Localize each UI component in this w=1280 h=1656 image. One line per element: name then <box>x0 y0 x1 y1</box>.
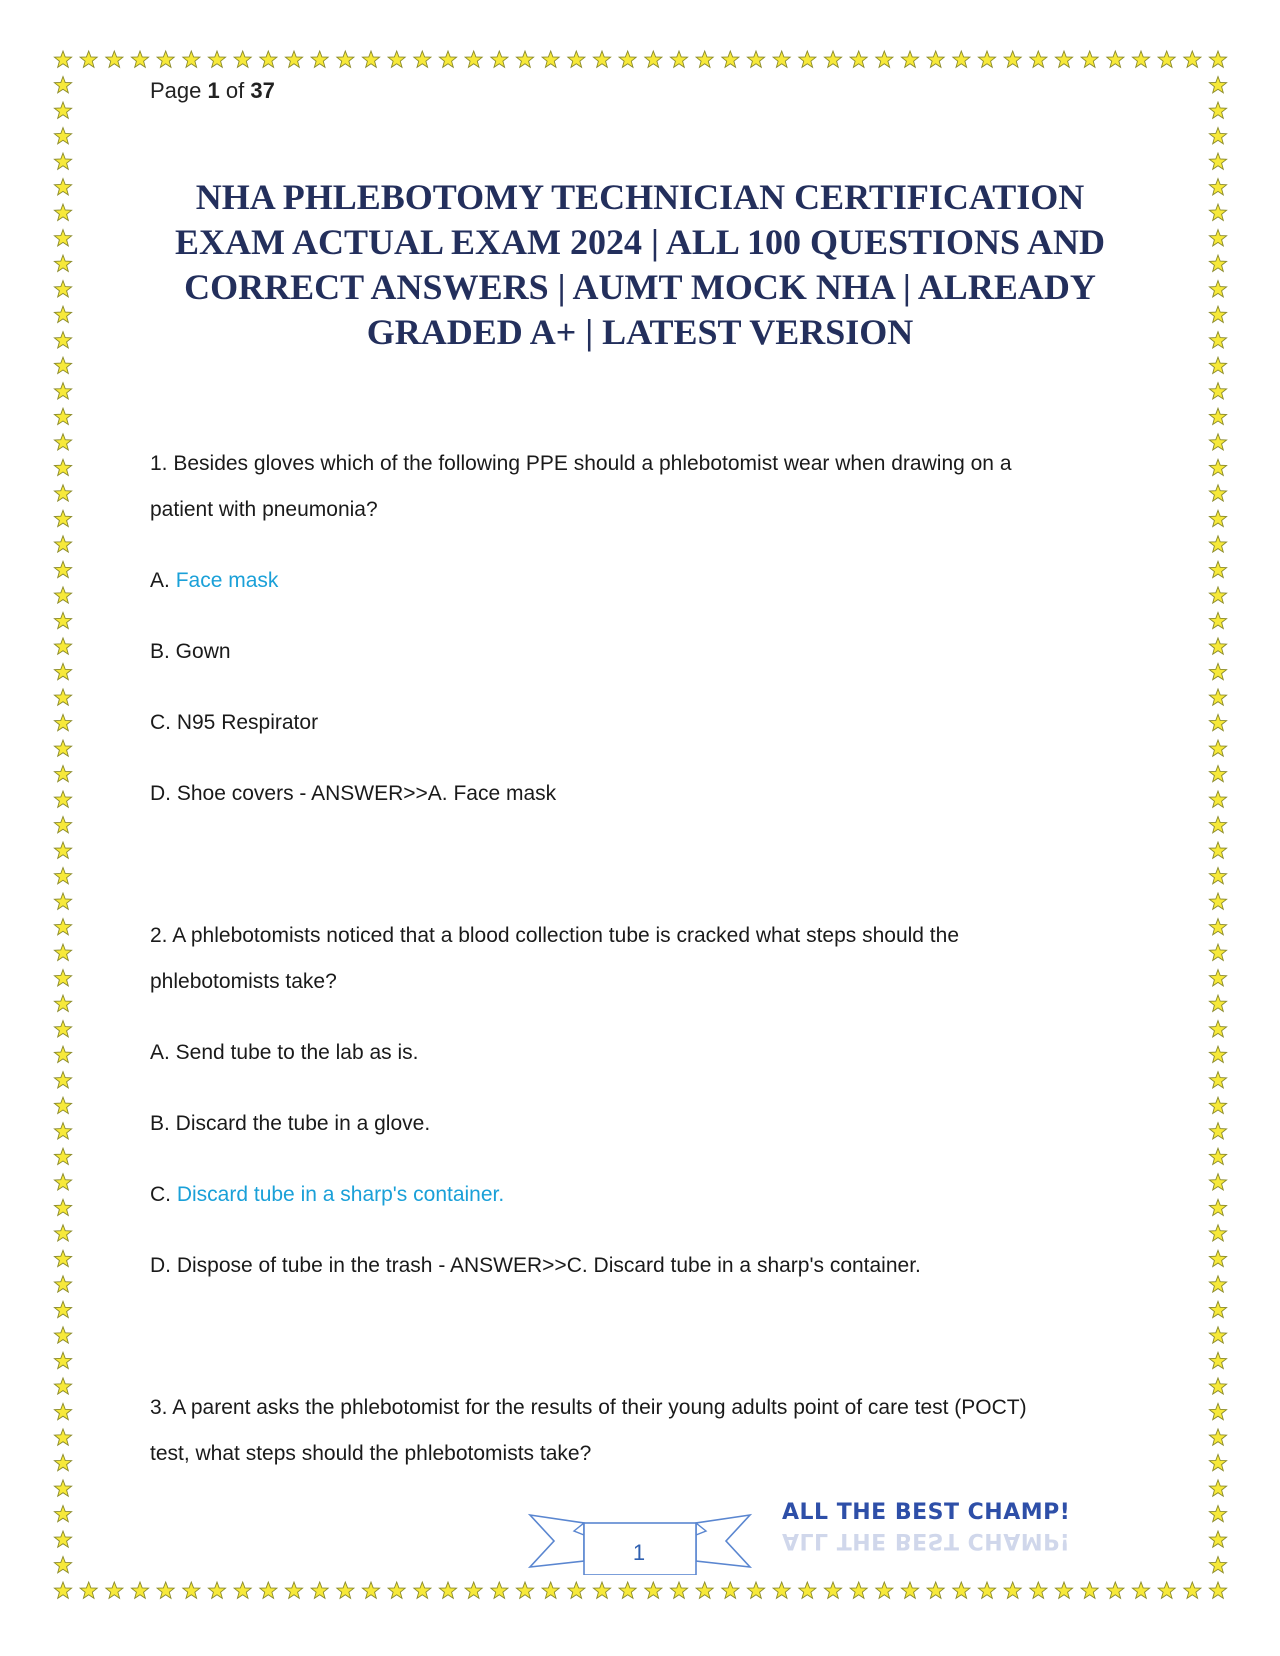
border-star-icon <box>54 868 71 884</box>
border-star-icon <box>824 51 841 67</box>
border-star-icon <box>1209 357 1226 373</box>
border-star-icon <box>54 179 71 195</box>
border-star-icon <box>901 51 918 67</box>
border-star-icon <box>54 587 71 603</box>
q1-option-a-prefix: A. <box>150 569 176 592</box>
border-star-icon <box>54 77 71 93</box>
border-star-icon <box>439 51 456 67</box>
border-star-icon <box>1209 51 1226 67</box>
border-star-icon <box>1209 1301 1226 1317</box>
q2-option-c-prefix: C. <box>150 1183 177 1206</box>
border-star-icon <box>1209 383 1226 399</box>
border-star-icon <box>670 51 687 67</box>
border-star-icon <box>799 51 816 67</box>
border-star-icon <box>106 51 123 67</box>
border-star-icon <box>568 1582 585 1598</box>
border-star-icon <box>465 1582 482 1598</box>
border-star-icon <box>465 51 482 67</box>
border-star-icon <box>1209 944 1226 960</box>
q2-option-a: A. Send tube to the lab as is. <box>150 1041 419 1064</box>
border-star-icon <box>1055 51 1072 67</box>
border-star-icon <box>260 51 277 67</box>
border-star-icon <box>54 230 71 246</box>
border-star-icon <box>1004 1582 1021 1598</box>
border-star-icon <box>1209 1582 1226 1598</box>
border-star-icon <box>260 1582 277 1598</box>
border-star-icon <box>54 434 71 450</box>
border-star-icon <box>208 1582 225 1598</box>
border-star-icon <box>54 1225 71 1241</box>
border-star-icon <box>927 1582 944 1598</box>
border-star-icon <box>54 255 71 271</box>
border-star-icon <box>54 1046 71 1062</box>
border-star-icon <box>54 842 71 858</box>
border-star-icon <box>953 51 970 67</box>
border-star-icon <box>619 51 636 67</box>
border-star-icon <box>54 612 71 628</box>
border-star-icon <box>876 51 893 67</box>
border-star-icon <box>54 1480 71 1496</box>
border-star-icon <box>696 51 713 67</box>
border-star-icon <box>54 459 71 475</box>
border-star-icon <box>696 1582 713 1598</box>
border-star-icon <box>1209 740 1226 756</box>
border-star-icon <box>722 51 739 67</box>
border-star-icon <box>54 893 71 909</box>
border-star-icon <box>234 51 251 67</box>
page-indicator <box>150 78 275 104</box>
border-star-icon <box>1209 1148 1226 1164</box>
border-star-icon <box>722 1582 739 1598</box>
border-star-icon <box>54 332 71 348</box>
border-star-icon <box>1209 332 1226 348</box>
border-star-icon <box>80 51 97 67</box>
border-star-icon <box>1209 536 1226 552</box>
border-star-icon <box>1209 179 1226 195</box>
border-star-icon <box>1209 1557 1226 1573</box>
page-of: of <box>225 78 245 103</box>
border-star-icon <box>54 740 71 756</box>
border-star-icon <box>54 204 71 220</box>
border-star-icon <box>54 970 71 986</box>
border-star-icon <box>1132 51 1149 67</box>
border-star-icon <box>54 919 71 935</box>
border-star-icon <box>1030 1582 1047 1598</box>
border-star-icon <box>645 1582 662 1598</box>
border-star-icon <box>54 1327 71 1343</box>
border-star-icon <box>1209 714 1226 730</box>
border-star-icon <box>1209 204 1226 220</box>
border-star-icon <box>54 638 71 654</box>
border-star-icon <box>1209 1480 1226 1496</box>
border-star-icon <box>157 1582 174 1598</box>
border-star-icon <box>1209 77 1226 93</box>
border-star-icon <box>516 1582 533 1598</box>
border-star-icon <box>1209 485 1226 501</box>
border-star-icon <box>54 281 71 297</box>
border-star-icon <box>1209 1021 1226 1037</box>
border-star-icon <box>54 536 71 552</box>
page-total: 37 <box>250 78 275 103</box>
border-star-icon <box>1209 1429 1226 1445</box>
slogan-reflection: ALL THE BEST CHAMP! <box>782 1528 1071 1553</box>
border-star-icon <box>747 51 764 67</box>
q1-question-line2: patient with pneumonia? <box>150 498 378 521</box>
border-star-icon <box>516 51 533 67</box>
q2-option-b: B. Discard the tube in a glove. <box>150 1112 431 1135</box>
border-star-icon <box>80 1582 97 1598</box>
border-star-icon <box>388 1582 405 1598</box>
border-star-icon <box>1209 459 1226 475</box>
border-star-icon <box>1209 1123 1226 1139</box>
border-star-icon <box>593 1582 610 1598</box>
border-star-icon <box>1004 51 1021 67</box>
border-star-icon <box>1209 408 1226 424</box>
border-star-icon <box>824 1582 841 1598</box>
border-star-icon <box>1081 1582 1098 1598</box>
border-star-icon <box>311 51 328 67</box>
border-star-icon <box>1030 51 1047 67</box>
slogan: ALL THE BEST CHAMP! <box>782 1500 1071 1525</box>
border-star-icon <box>439 1582 456 1598</box>
border-star-icon <box>54 1454 71 1470</box>
border-star-icon <box>850 1582 867 1598</box>
border-star-icon <box>54 1301 71 1317</box>
border-star-icon <box>1209 128 1226 144</box>
border-star-icon <box>1209 995 1226 1011</box>
border-star-icon <box>1184 51 1201 67</box>
border-star-icon <box>183 51 200 67</box>
border-star-icon <box>542 1582 559 1598</box>
border-star-icon <box>1209 1046 1226 1062</box>
page-prefix: Page <box>150 78 202 103</box>
border-star-icon <box>54 1378 71 1394</box>
border-star-icon <box>54 102 71 118</box>
border-star-icon <box>54 485 71 501</box>
footer-page-number: 1 <box>632 1540 646 1565</box>
border-star-icon <box>670 1582 687 1598</box>
border-star-icon <box>1055 1582 1072 1598</box>
q2-option-c-text: Discard tube in a sharp's container. <box>176 1183 505 1206</box>
border-star-icon <box>1209 1072 1226 1088</box>
border-star-icon <box>1209 1454 1226 1470</box>
border-star-icon <box>54 1557 71 1573</box>
border-star-icon <box>337 1582 354 1598</box>
border-star-icon <box>978 51 995 67</box>
border-star-icon <box>106 1582 123 1598</box>
border-star-icon <box>1081 51 1098 67</box>
border-star-icon <box>311 1582 328 1598</box>
border-star-icon <box>234 1582 251 1598</box>
border-star-icon <box>1209 766 1226 782</box>
border-star-icon <box>1209 1352 1226 1368</box>
border-star-icon <box>54 1582 71 1598</box>
border-star-icon <box>54 995 71 1011</box>
border-star-icon <box>131 1582 148 1598</box>
border-star-icon <box>1209 1276 1226 1292</box>
border-star-icon <box>1209 1199 1226 1215</box>
border-star-icon <box>1209 1250 1226 1266</box>
border-star-icon <box>1132 1582 1149 1598</box>
border-star-icon <box>1209 612 1226 628</box>
border-star-icon <box>978 1582 995 1598</box>
border-star-icon <box>799 1582 816 1598</box>
border-star-icon <box>568 51 585 67</box>
q2-option-c <box>150 1183 504 1207</box>
border-star-icon <box>1209 1531 1226 1547</box>
border-star-icon <box>54 128 71 144</box>
border-star-icon <box>54 383 71 399</box>
border-star-icon <box>54 766 71 782</box>
border-star-icon <box>54 1250 71 1266</box>
border-star-icon <box>1209 1174 1226 1190</box>
border-star-icon <box>54 153 71 169</box>
border-star-icon <box>54 714 71 730</box>
border-star-icon <box>54 1429 71 1445</box>
border-star-icon <box>54 408 71 424</box>
border-star-icon <box>1209 281 1226 297</box>
border-star-icon <box>1209 817 1226 833</box>
border-star-icon <box>54 1276 71 1292</box>
border-star-icon <box>54 1072 71 1088</box>
border-star-icon <box>1209 842 1226 858</box>
border-star-icon <box>1107 51 1124 67</box>
border-star-icon <box>54 1021 71 1037</box>
border-star-icon <box>1209 153 1226 169</box>
border-star-icon <box>1158 1582 1175 1598</box>
border-star-icon <box>1209 868 1226 884</box>
border-star-icon <box>773 1582 790 1598</box>
q1-question-line1: 1. Besides gloves which of the following PPE should a phlebotomist wear when drawing on a <box>150 452 1012 475</box>
border-star-icon <box>1107 1582 1124 1598</box>
border-star-icon <box>1209 1327 1226 1343</box>
border-star-icon <box>54 51 71 67</box>
border-star-icon <box>54 1352 71 1368</box>
border-star-icon <box>1209 230 1226 246</box>
border-star-icon <box>285 1582 302 1598</box>
border-star-icon <box>747 1582 764 1598</box>
border-star-icon <box>131 51 148 67</box>
border-star-icon <box>54 1174 71 1190</box>
q1-option-c: C. N95 Respirator <box>150 711 319 734</box>
border-star-icon <box>1209 102 1226 118</box>
border-star-icon <box>362 51 379 67</box>
border-star-icon <box>54 1123 71 1139</box>
border-star-icon <box>1209 510 1226 526</box>
border-star-icon <box>1209 1097 1226 1113</box>
border-star-icon <box>1209 587 1226 603</box>
border-star-icon <box>54 944 71 960</box>
page-current: 1 <box>207 78 220 103</box>
border-star-icon <box>157 51 174 67</box>
border-star-icon <box>208 51 225 67</box>
border-star-icon <box>1209 663 1226 679</box>
border-star-icon <box>1209 306 1226 322</box>
q1-option-d: D. Shoe covers - ANSWER>>A. Face mask <box>150 782 557 805</box>
border-star-icon <box>54 663 71 679</box>
border-star-icon <box>414 1582 431 1598</box>
border-star-icon <box>542 51 559 67</box>
q1-option-a <box>150 569 278 593</box>
border-star-icon <box>593 51 610 67</box>
border-star-icon <box>1209 1225 1226 1241</box>
border-star-icon <box>54 791 71 807</box>
border-star-icon <box>1158 51 1175 67</box>
q2-option-d: D. Dispose of tube in the trash - ANSWER>>C. Discard tube in a sharp's container. <box>150 1254 921 1277</box>
border-star-icon <box>1209 561 1226 577</box>
border-star-icon <box>491 51 508 67</box>
border-star-icon <box>54 306 71 322</box>
border-star-icon <box>54 1097 71 1113</box>
q3-question-line1: 3. A parent asks the phlebotomist for the results of their young adults point of care test (POCT) <box>150 1396 1027 1419</box>
border-star-icon <box>54 689 71 705</box>
q3-question-line2: test, what steps should the phlebotomists take? <box>150 1442 592 1465</box>
border-star-icon <box>876 1582 893 1598</box>
border-star-icon <box>183 1582 200 1598</box>
border-star-icon <box>491 1582 508 1598</box>
border-star-icon <box>54 1148 71 1164</box>
border-star-icon <box>927 51 944 67</box>
q2-question-line2: phlebotomists take? <box>150 970 337 993</box>
border-star-icon <box>54 817 71 833</box>
border-star-icon <box>54 510 71 526</box>
border-star-icon <box>1209 1506 1226 1522</box>
q2-question-line1: 2. A phlebotomists noticed that a blood collection tube is cracked what steps should the <box>150 924 960 947</box>
border-star-icon <box>362 1582 379 1598</box>
border-star-icon <box>54 1199 71 1215</box>
border-star-icon <box>1209 1403 1226 1419</box>
border-star-icon <box>1209 791 1226 807</box>
border-star-icon <box>850 51 867 67</box>
border-star-icon <box>54 1531 71 1547</box>
border-star-icon <box>1209 255 1226 271</box>
border-star-icon <box>285 51 302 67</box>
document-title: NHA PHLEBOTOMY TECHNICIAN CERTIFICATION EXAM ACTUAL EXAM 2024 | ALL 100 QUESTIONS AND CORRECT ANSWERS | AUMT MOCK NHA | ALREADY GRADED A+ | LATEST VERSION <box>174 177 1106 352</box>
border-star-icon <box>1209 434 1226 450</box>
border-star-icon <box>414 51 431 67</box>
border-star-icon <box>619 1582 636 1598</box>
border-star-icon <box>54 1403 71 1419</box>
border-star-icon <box>1209 638 1226 654</box>
border-star-icon <box>1209 970 1226 986</box>
border-star-icon <box>54 357 71 373</box>
q1-option-b: B. Gown <box>150 640 231 663</box>
border-star-icon <box>388 51 405 67</box>
border-star-icon <box>901 1582 918 1598</box>
border-star-icon <box>1184 1582 1201 1598</box>
border-star-icon <box>54 561 71 577</box>
border-star-icon <box>773 51 790 67</box>
border-star-icon <box>1209 689 1226 705</box>
border-star-icon <box>1209 919 1226 935</box>
q1-option-a-text: Face mask <box>175 569 279 592</box>
border-star-icon <box>337 51 354 67</box>
border-star-icon <box>645 51 662 67</box>
border-star-icon <box>1209 893 1226 909</box>
border-star-icon <box>953 1582 970 1598</box>
border-star-icon <box>1209 1378 1226 1394</box>
border-star-icon <box>54 1506 71 1522</box>
